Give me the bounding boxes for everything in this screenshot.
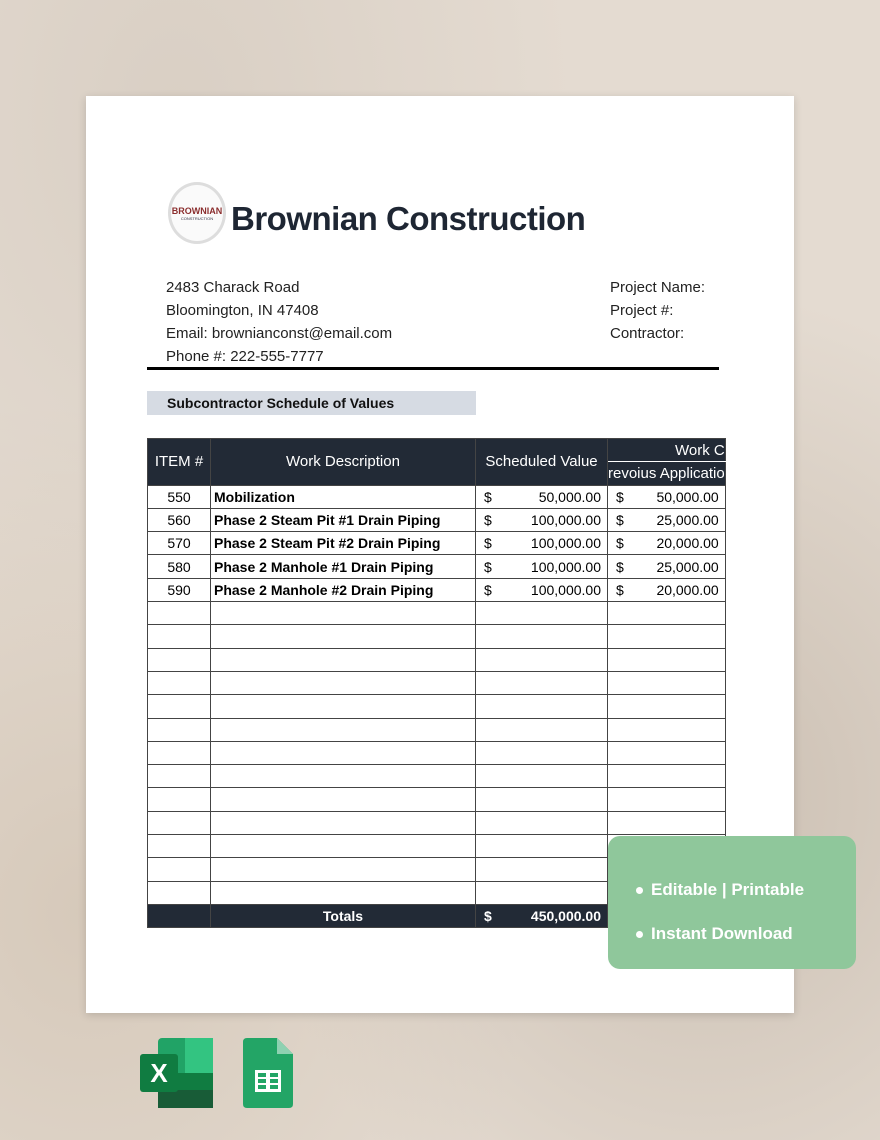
currency-symbol: $ <box>484 558 492 575</box>
scheduled-value: 100,000.00 <box>530 558 601 575</box>
empty-row <box>148 602 726 625</box>
table-row <box>148 532 726 555</box>
scheduled-value: 100,000.00 <box>530 535 601 552</box>
currency-symbol: $ <box>616 558 624 575</box>
currency-symbol: $ <box>484 535 492 552</box>
feature-editable: Editable | Printable <box>651 880 805 899</box>
excel-letter: X <box>150 1058 168 1088</box>
scheduled-value: 100,000.00 <box>530 581 601 598</box>
header-previous-application: revoius Applicatio <box>608 462 726 485</box>
google-sheets-icon <box>243 1038 293 1108</box>
bullet-icon <box>636 887 643 894</box>
currency-symbol: $ <box>484 512 492 529</box>
divider <box>147 367 719 370</box>
empty-row <box>148 765 726 788</box>
item-number: 580 <box>148 555 211 578</box>
work-description: Phase 2 Manhole #1 Drain Piping <box>211 555 476 578</box>
previous-application-value: 25,000.00 <box>656 512 719 529</box>
empty-row <box>148 695 726 718</box>
empty-row <box>148 741 726 764</box>
table-row <box>148 578 726 601</box>
header-work-completed: Work C <box>608 439 726 462</box>
empty-row <box>148 625 726 648</box>
work-description: Phase 2 Manhole #2 Drain Piping <box>211 578 476 601</box>
logo-subtext: CONSTRUCTION <box>180 215 214 221</box>
currency-symbol: $ <box>484 908 492 925</box>
empty-row <box>148 811 726 834</box>
table-row <box>148 485 726 508</box>
contractor-label: Contractor: <box>610 325 685 342</box>
currency-symbol: $ <box>616 488 624 505</box>
currency-symbol: $ <box>616 581 624 598</box>
header-scheduled-value: Scheduled Value <box>476 439 608 486</box>
address-line: 2483 Charack Road <box>166 279 300 296</box>
company-name: Brownian Construction <box>231 200 586 237</box>
currency-symbol: $ <box>616 535 624 552</box>
scheduled-value: 100,000.00 <box>530 512 601 529</box>
empty-row <box>148 718 726 741</box>
table-row <box>148 555 726 578</box>
address-email: Email: brownianconst@email.com <box>166 325 393 342</box>
project-name-label: Project Name: <box>610 279 706 296</box>
feature-download: Instant Download <box>651 924 793 943</box>
excel-icon <box>140 1038 213 1108</box>
header-description: Work Description <box>211 439 476 486</box>
project-fields <box>610 276 705 345</box>
address-line: Bloomington, IN 47408 <box>166 302 319 319</box>
empty-row <box>148 671 726 694</box>
previous-application-value: 20,000.00 <box>656 581 719 598</box>
work-description: Phase 2 Steam Pit #1 Drain Piping <box>211 508 476 531</box>
company-address <box>166 276 392 368</box>
item-number: 560 <box>148 508 211 531</box>
totals-value: 450,000.00 <box>530 908 601 925</box>
item-number: 550 <box>148 485 211 508</box>
currency-symbol: $ <box>484 581 492 598</box>
empty-row <box>148 788 726 811</box>
currency-symbol: $ <box>616 512 624 529</box>
header-item: ITEM # <box>148 439 211 486</box>
scheduled-value: 50,000.00 <box>538 488 601 505</box>
item-number: 570 <box>148 532 211 555</box>
empty-row <box>148 648 726 671</box>
totals-label: Totals <box>211 904 476 927</box>
project-number-label: Project #: <box>610 302 674 319</box>
work-description: Phase 2 Steam Pit #2 Drain Piping <box>211 532 476 555</box>
table-row <box>148 508 726 531</box>
item-number: 590 <box>148 578 211 601</box>
section-title: Subcontractor Schedule of Values <box>147 391 476 415</box>
features-badge <box>608 836 856 969</box>
previous-application-value: 25,000.00 <box>656 558 719 575</box>
previous-application-value: 20,000.00 <box>656 535 719 552</box>
currency-symbol: $ <box>484 488 492 505</box>
address-phone: Phone #: 222-555-7777 <box>166 348 324 365</box>
previous-application-value: 50,000.00 <box>656 488 719 505</box>
bullet-icon <box>636 931 643 938</box>
logo-text: BROWNIAN <box>171 205 223 216</box>
company-logo <box>168 182 226 244</box>
work-description: Mobilization <box>211 485 476 508</box>
